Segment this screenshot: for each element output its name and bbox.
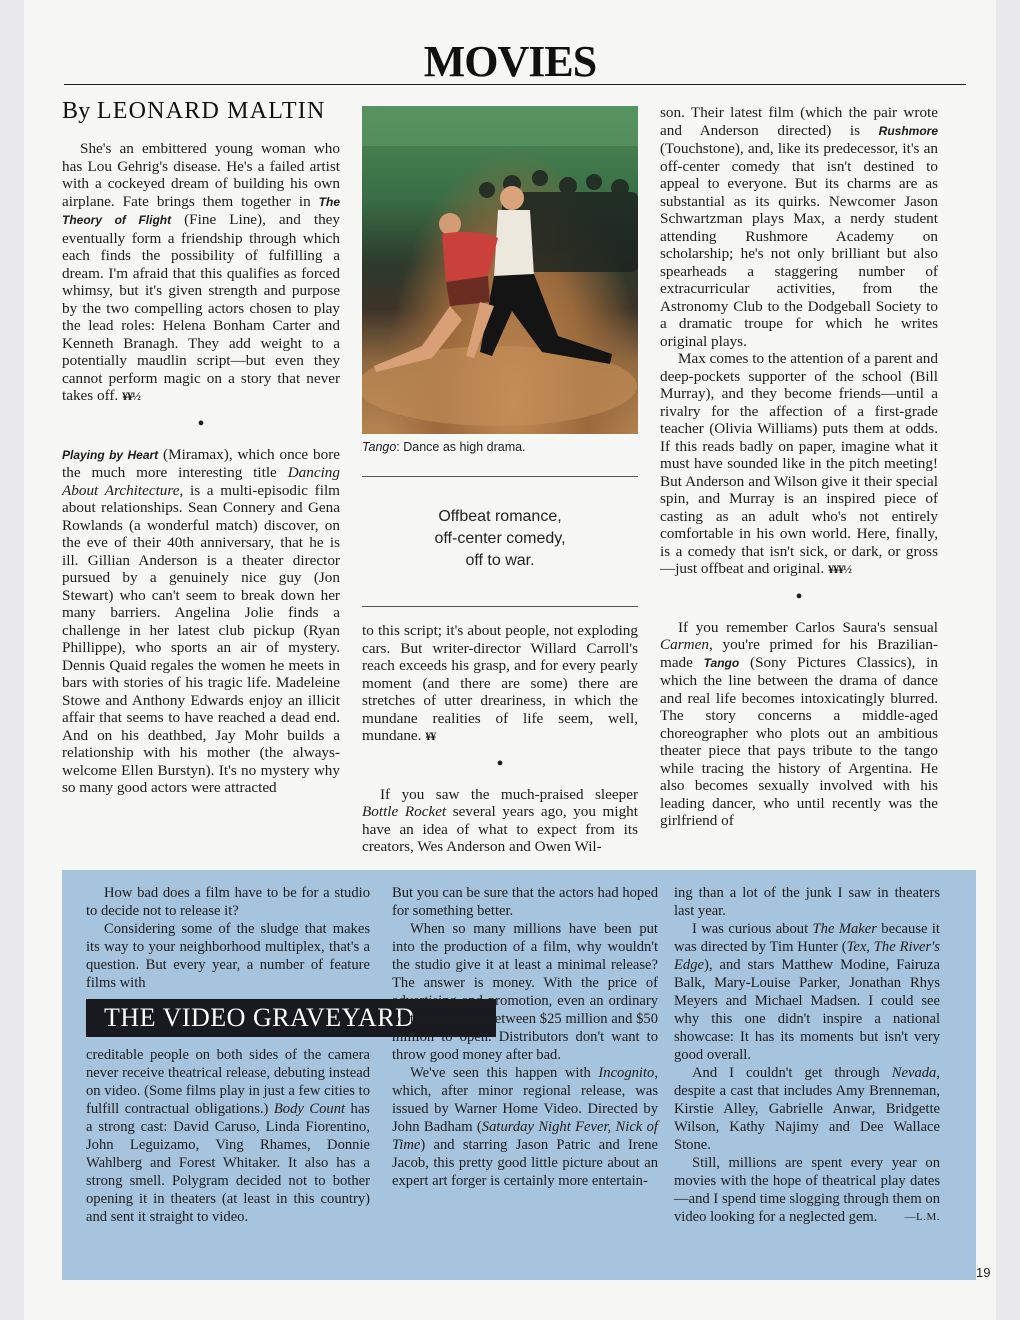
review-tango [660, 619, 938, 830]
sidebar-text: , which, after minor regional release, was issued by Warner Home Video. Directed by John Badham ( [392, 1065, 658, 1135]
review-text: son. Their latest film (which the pair wrote and Anderson directed) is [660, 104, 938, 139]
film-credits: Tex, The River's Edge [674, 939, 940, 973]
review-rushmore [660, 104, 938, 350]
film-title: Nevada [891, 1065, 937, 1081]
rating: ¥¥ [425, 729, 436, 743]
pullquote-line: Offbeat romance, [438, 508, 562, 525]
review-text: , you're primed for his Brazilian-made [660, 636, 938, 671]
page-number: 19 [976, 1265, 991, 1280]
byline-author: LEONARD MALTIN [96, 98, 326, 124]
review-text: If you remember Carlos Saura's sensual [678, 618, 938, 636]
pullquote [362, 506, 638, 572]
section-bullet: • [795, 585, 803, 608]
review-text: (Sony Pictures Classics), in which the line between the drama of dance and real life becomes intoxicatingly blurred. The story concerns a middle-aged choreographer who plots out an ambitious theater piece that pays tribute to the tango while tracing the history of Argentina. He also becomes sexually involved with his leading dancer, who until recently was the girlfriend of [660, 653, 938, 829]
sidebar-text: ing than a lot of the junk I saw in theaters last year. [674, 885, 940, 919]
review-text: Max comes to the attention of a parent and deep-pockets supporter of the school (Bill Murray), and they become friends—until a rivalry for the affection of a first-grade teacher (Olivia Williams) puts them at odds. If this reads badly on paper, imagine what it must have sounded like in the pitch meeting! But Anderson and Wilson give it their special spin, and Murray is an inspired piece of casting as an adult who's not entirely comfortable in his own world. Here, finally, is a comedy that isn't sick, or dark, or gross—just offbeat and original. [660, 350, 938, 577]
byline [62, 98, 326, 125]
sidebar-title: THE VIDEO GRAVEYARD [86, 999, 496, 1037]
review-text: (Miramax), which once bore the much more interesting title [62, 445, 340, 481]
pullquote-line: off to war. [465, 552, 535, 569]
column-2 [362, 622, 638, 856]
sidebar-text: because it was directed by Tim Hunter ( [674, 921, 940, 955]
review-text: (Touchstone), and, like its predecessor, it's an off-center comedy that isn't destined to appeal to everyone. But its charms are as substantial as its quirks. Newcomer Jason Schwartzman plays Max, a nerdy student attending Rushmore Academy on scholarship; he's not only brilliant but also spearheads a staggering number of extracurricular activities, from the Astronomy Club to the Dodgeball Society to a dramatic troupe for which he writes original plays. [660, 140, 938, 350]
review-theory-of-flight [62, 140, 340, 406]
rating: ¥¥½ [122, 389, 141, 403]
sidebar-text: We've seen this happen with [410, 1065, 599, 1081]
review-rushmore-intro [362, 786, 638, 856]
photo-caption [362, 440, 638, 454]
pullquote-rule-top [362, 476, 638, 477]
sidebar-text: ) and starring Jason Patric and Irene Jacob, this pretty good little picture about an expert art forger is certainly more entertain- [392, 1137, 658, 1189]
film-title: Bottle Rocket [362, 803, 447, 820]
sidebar-text: But you can be sure that the actors had hoped for something better. [392, 885, 658, 919]
column-1 [62, 140, 340, 797]
section-bullet: • [197, 412, 205, 435]
dancers-illustration [362, 106, 638, 434]
review-rushmore-2 [660, 350, 938, 579]
caption-title: Tango [362, 440, 397, 454]
sidebar-text: has a strong cast: David Caruso, Linda Fiorentino, John Leguizamo, Ving Rhames, Donnie Wahlberg and Forest Whitaker. It also has a strong smell. Polygram decided not to bother opening it in theaters (at least in this country) and sent it straight to video. [86, 1101, 370, 1225]
sidebar-text: When so many millions have been put into the production of a film, why wouldn't the studio give it at least a minimal release? The answer is money. With the price of advertising and promotion, even an ordinary picture can cost between $25 million and $50 million to open. Distributors don't want to throw good money after bad. [392, 921, 658, 1063]
signature: —L.M. [904, 1211, 940, 1223]
tango-photo [362, 106, 638, 434]
sidebar-column-2 [392, 884, 658, 1190]
review-text: If you saw the much-praised sleeper [380, 785, 638, 803]
review-text: She's an embittered young woman who has Lou Gehrig's disease. He's a failed artist with a cockeyed dream of building his own airplane. Fate brings them together in [62, 140, 340, 210]
sidebar-text: How bad does a film have to be for a studio to decide not to release it? [86, 885, 370, 919]
sidebar-text: ), and stars Matthew Modine, Fairuza Balk, Mary-Louise Parker, Jonathan Rhys Meyers and Michael Madsen. I could see why this one didn't inspire a national showcase: It has its moments but isn't very good overall. [674, 957, 940, 1063]
header-rule [64, 84, 966, 85]
alt-title: Dancing About Architecture [62, 464, 340, 499]
rating: ¥¥¥½ [828, 562, 852, 576]
magazine-page [24, 0, 996, 1320]
film-title: The Theory of Flight [62, 194, 340, 227]
sidebar-text: And I couldn't get through [692, 1065, 892, 1081]
byline-prefix: By [62, 98, 91, 124]
sidebar-column-1-top [86, 884, 370, 992]
sidebar-text: creditable people on both sides of the camera never receive theatrical release, debuting instead on video. (Some films play in just a few cities to fulfill contractual obligations.) [86, 1047, 370, 1117]
sidebar-column-3 [674, 884, 940, 1226]
review-text: , is a multi-episodic film about relationships. Sean Connery and Gena Rowlands (a wonderful match) discover, on the eve of their 40th anniversary, that he is ill. Gillian Anderson is a theater director pursued by a genuinely nice guy (Jon Stewart) who can't seem to break down her many barriers. Angelina Jolie finds a challenge in her latest club pickup (Ryan Phillippe), who sports an air of mystery. Dennis Quaid regales the women he meets in bars with stories of his tragic life. Madeleine Stowe and Anthony Edwards enjoy an illicit affair that seems to have reached a dead end. And on his deathbed, Jay Mohr builds a relationship with his mother (the always-welcome Ellen Burstyn). It's no mystery why so many good actors were attracted [62, 481, 340, 796]
film-title: Incognito [598, 1065, 655, 1081]
section-bullet: • [496, 752, 504, 775]
section-title: MOVIES [423, 37, 597, 86]
column-3 [660, 104, 938, 830]
film-title: Rushmore [878, 123, 938, 138]
review-playing-by-heart [62, 446, 340, 797]
film-title: Playing by Heart [62, 447, 159, 462]
caption-text: : Dance as high drama. [396, 440, 526, 454]
sidebar-column-1-bottom [86, 1046, 370, 1226]
sidebar-text: Still, millions are spent every year on movies with the hope of theatrical play dates—and I spend time slogging through them on video looking for a neglected gem. [674, 1155, 940, 1225]
film-title: Tango [703, 655, 740, 670]
review-text: (Fine Line), and they eventually form a friendship through which each finds the possibility of fulfilling a dream. I'm afraid that this qualifies as forced whimsy, but it's given strength and purpose by the two compelling actors chosen to play the lead roles: Helena Bonham Carter and Kenneth Branagh. They add weight to a potentially maudlin script—but even they cannot perform magic on a story that never takes off. [62, 211, 341, 404]
review-text: several years ago, you might have an idea of what to expect from its creators, Wes Anderson and Owen Wil- [362, 803, 638, 855]
pullquote-rule-bottom [362, 606, 638, 607]
review-playing-by-heart-cont [362, 622, 638, 746]
pullquote-line: off-center comedy, [434, 530, 566, 547]
review-text: to this script; it's about people, not exploding cars. But writer-director Willard Carroll's reach exceeds his grasp, and for every pearly moment (and there are some) there are stretches of utter dreariness, in which the mundane realities of life seem, well, mundane. [362, 622, 638, 744]
film-title: The Maker [812, 921, 877, 937]
sidebar-text: , despite a cast that includes Amy Brenneman, Kirstie Alley, Gabrielle Anwar, Bridgette Wilson, Kathy Najimy and Dee Wallace Stone. [674, 1065, 940, 1153]
sidebar-text: I was curious about [692, 921, 813, 937]
sidebar-text: Considering some of the sludge that makes its way to your neighborhood multiplex, that's a question. But every year, a number of feature films with [86, 921, 370, 991]
film-title: Carmen [660, 636, 709, 653]
film-credits: Saturday Night Fever, Nick of Time [392, 1119, 658, 1153]
film-title: Body Count [273, 1101, 346, 1117]
